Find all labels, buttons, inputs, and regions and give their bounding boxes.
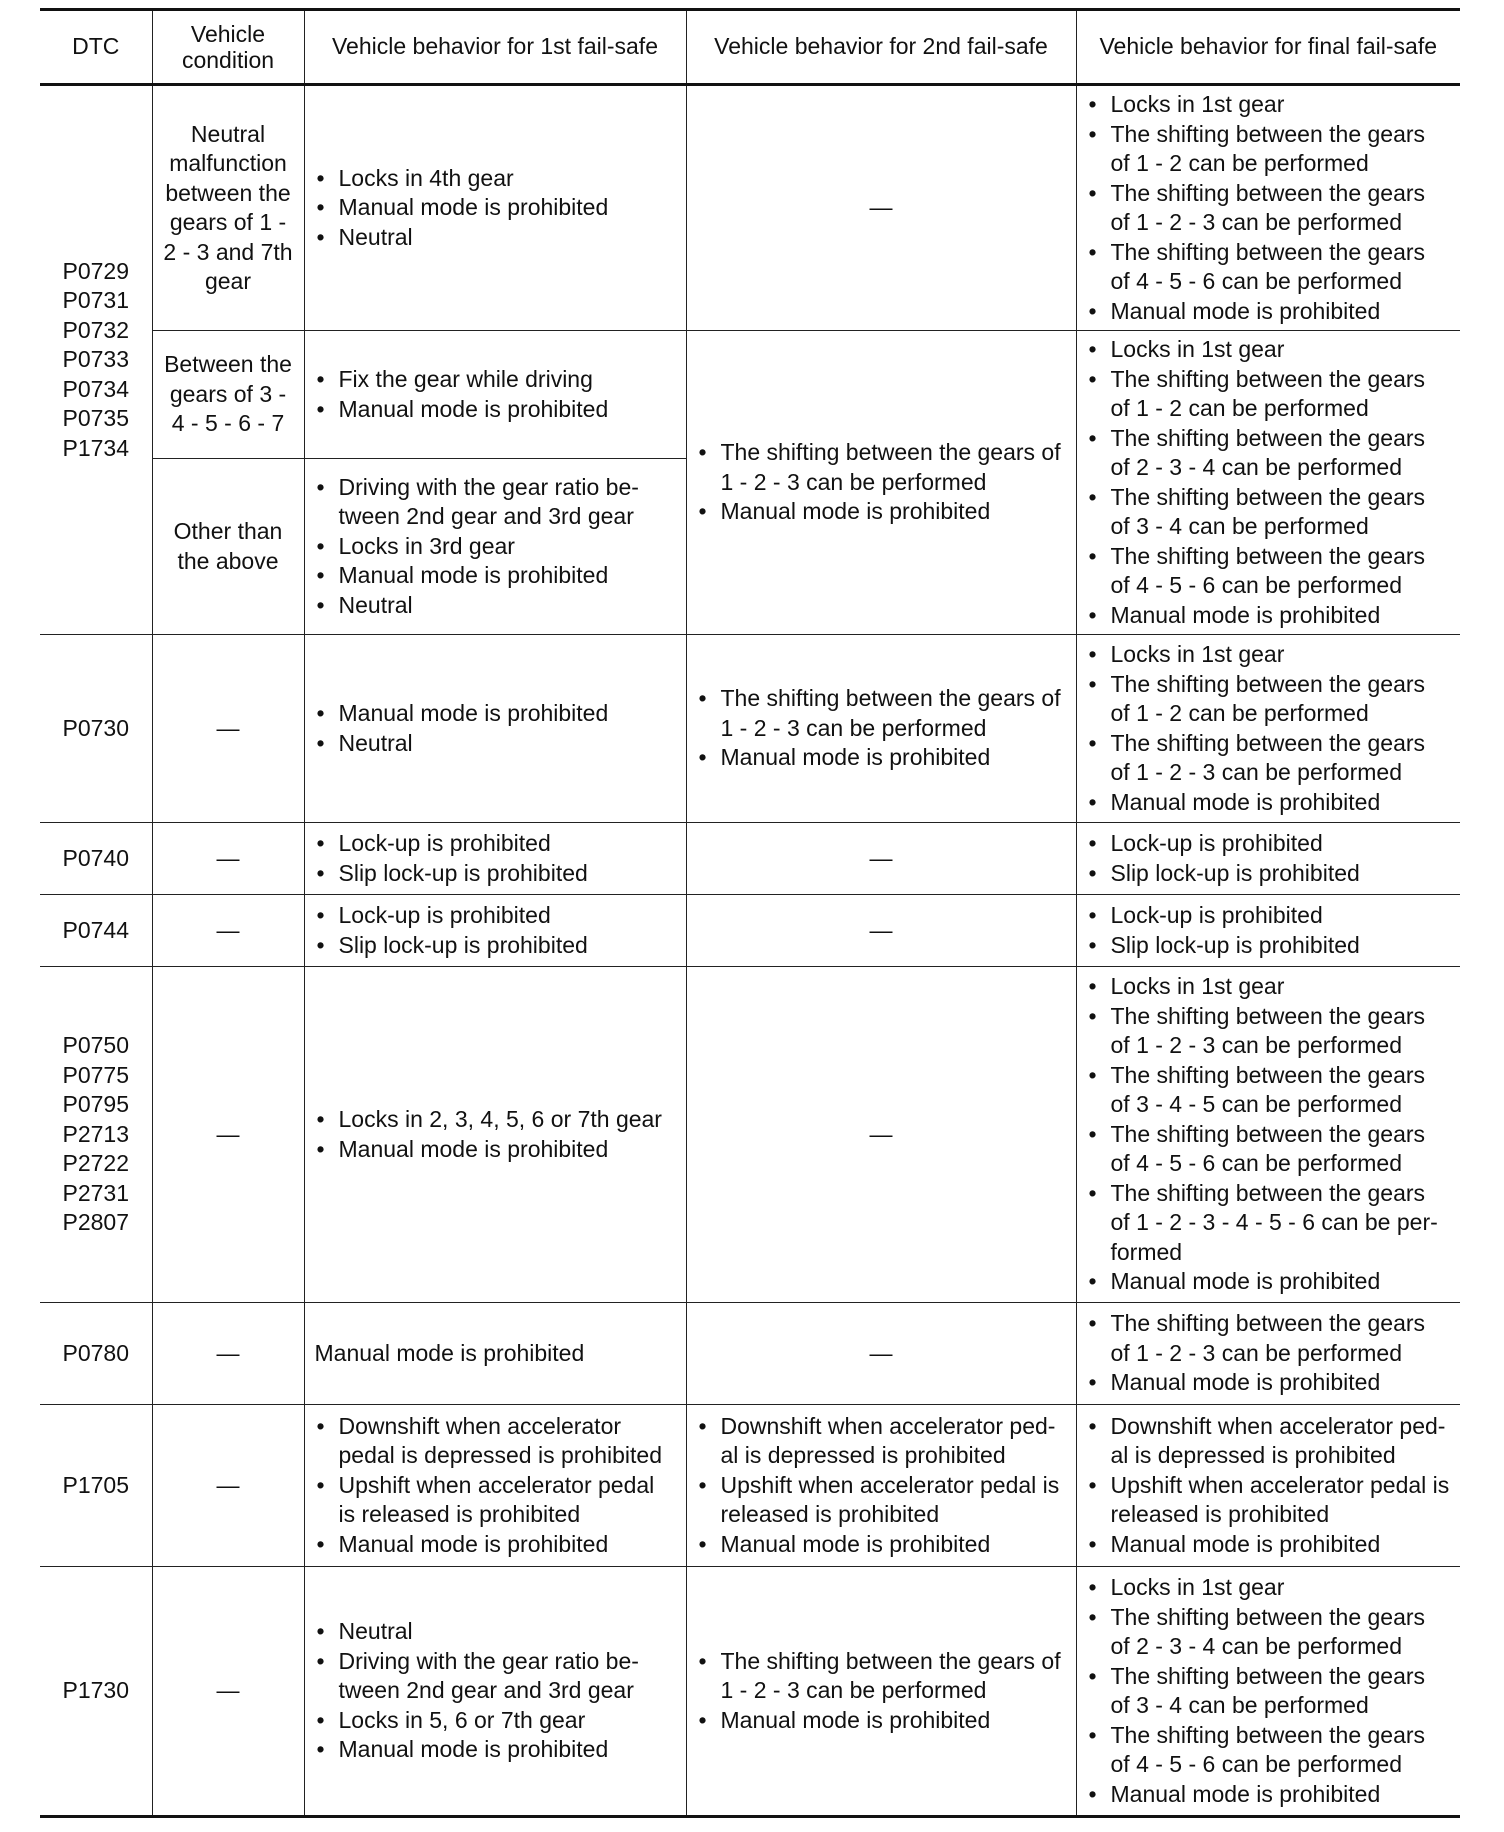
bullet-item: • Manual mode is prohibited bbox=[1087, 788, 1451, 818]
condition-cell: Neutral malfunction between the gears of 1 - 2 - 3 and 7th gear bbox=[152, 85, 304, 331]
bullet-item: • The shifting between the gears of 4 - 5 - 6 can be performed bbox=[1087, 238, 1451, 297]
bullet-item: • Manual mode is prohibited bbox=[315, 699, 676, 729]
bullet-item: • Neutral bbox=[315, 1617, 676, 1647]
bullet-item: • Lock-up is prohibited bbox=[315, 901, 676, 931]
fs2-cell bbox=[686, 331, 1076, 635]
dtc-cell: P1730 bbox=[40, 1567, 152, 1817]
header-row bbox=[40, 10, 1460, 85]
dtc-cell: P1705 bbox=[40, 1405, 152, 1567]
header-final-fail-safe: Vehicle behavior for final fail-safe bbox=[1076, 10, 1460, 85]
final-cell bbox=[1076, 967, 1460, 1303]
bullet-item: • The shifting between the gears of 3 - 4 - 5 can be performed bbox=[1087, 1061, 1451, 1120]
bullet-list bbox=[315, 699, 676, 758]
header-vehicle-condition: Vehicle condition bbox=[152, 10, 304, 85]
bullet-item: • The shifting between the gears of 2 - 3 - 4 can be performed bbox=[1087, 1603, 1451, 1662]
condition-cell: Other than the above bbox=[152, 459, 304, 635]
bullet-item: • Downshift when accelerator ped-al is depressed is prohibited bbox=[697, 1412, 1066, 1471]
fs1-cell bbox=[304, 1405, 686, 1567]
fs1-cell bbox=[304, 85, 686, 331]
final-cell bbox=[1076, 1567, 1460, 1817]
dtc-cell: P0729 P0731 P0732 P0733 P0734 P0735 P1734 bbox=[40, 85, 152, 635]
bullet-item: • The shifting between the gears of 1 - 2 - 3 can be performed bbox=[1087, 179, 1451, 238]
dash: — bbox=[216, 714, 240, 741]
bullet-list bbox=[697, 1647, 1066, 1736]
bullet-list bbox=[315, 164, 676, 253]
bullet-list bbox=[315, 365, 676, 424]
dtc-cell: P0744 bbox=[40, 895, 152, 967]
bullet-item: • Upshift when accelerator pedal is released is prohibited bbox=[315, 1471, 676, 1530]
bullet-item: • Manual mode is prohibited bbox=[315, 1530, 676, 1560]
bullet-item: • Locks in 5, 6 or 7th gear bbox=[315, 1706, 676, 1736]
bullet-item: • The shifting between the gears of 1 - 2 - 3 can be performed bbox=[1087, 729, 1451, 788]
bullet-item: • Manual mode is prohibited bbox=[697, 1706, 1066, 1736]
bullet-list bbox=[1087, 972, 1451, 1297]
bullet-item: • The shifting between the gears of 3 - 4 can be performed bbox=[1087, 483, 1451, 542]
dtc-cell: P0780 bbox=[40, 1303, 152, 1405]
bullet-list bbox=[315, 829, 676, 888]
bullet-item: • Slip lock-up is prohibited bbox=[1087, 931, 1451, 961]
final-cell bbox=[1076, 823, 1460, 895]
bullet-item: • Driving with the gear ratio be-tween 2nd gear and 3rd gear bbox=[315, 473, 676, 532]
dash: — bbox=[216, 1471, 240, 1498]
dash: — bbox=[216, 1677, 240, 1704]
fs2-cell bbox=[686, 823, 1076, 895]
bullet-list bbox=[1087, 1573, 1451, 1809]
bullet-item: • Slip lock-up is prohibited bbox=[315, 859, 676, 889]
fs2-cell bbox=[686, 85, 1076, 331]
bullet-item: • Locks in 1st gear bbox=[1087, 335, 1451, 365]
bullet-item: • Downshift when accelerator pedal is depressed is prohibited bbox=[315, 1412, 676, 1471]
bullet-item: • The shifting between the gears of 1 - 2 can be performed bbox=[1087, 120, 1451, 179]
bullet-item: • Locks in 1st gear bbox=[1087, 1573, 1451, 1603]
bullet-item: • Manual mode is prohibited bbox=[697, 743, 1066, 773]
dash: — bbox=[869, 844, 893, 871]
bullet-item: • Slip lock-up is prohibited bbox=[315, 931, 676, 961]
condition-cell bbox=[152, 1567, 304, 1817]
fs1-cell bbox=[304, 635, 686, 823]
fs1-cell bbox=[304, 967, 686, 1303]
fs2-cell bbox=[686, 967, 1076, 1303]
fs1-cell bbox=[304, 331, 686, 459]
condition-cell bbox=[152, 967, 304, 1303]
fs2-cell bbox=[686, 895, 1076, 967]
bullet-item: • The shifting between the gears of 2 - 3 - 4 can be performed bbox=[1087, 424, 1451, 483]
bullet-item: • The shifting between the gears of 3 - 4 can be performed bbox=[1087, 1662, 1451, 1721]
bullet-list bbox=[1087, 1412, 1451, 1560]
fs1-cell bbox=[304, 459, 686, 635]
bullet-item: • Locks in 1st gear bbox=[1087, 972, 1451, 1002]
header-dtc: DTC bbox=[40, 10, 152, 85]
bullet-list bbox=[1087, 640, 1451, 817]
table-row bbox=[40, 823, 1460, 895]
bullet-list bbox=[315, 1105, 676, 1164]
bullet-list bbox=[315, 1412, 676, 1560]
bullet-item: • Locks in 4th gear bbox=[315, 164, 676, 194]
table-row bbox=[40, 967, 1460, 1303]
bullet-item: • Manual mode is prohibited bbox=[697, 1530, 1066, 1560]
bullet-item: • Manual mode is prohibited bbox=[315, 1735, 676, 1765]
final-cell bbox=[1076, 895, 1460, 967]
bullet-item: • Manual mode is prohibited bbox=[315, 193, 676, 223]
table-row bbox=[40, 85, 1460, 331]
bullet-list bbox=[697, 684, 1066, 773]
bullet-list bbox=[315, 1617, 676, 1765]
bullet-item: • Manual mode is prohibited bbox=[1087, 1368, 1451, 1398]
bullet-item: • Locks in 3rd gear bbox=[315, 532, 676, 562]
dash: — bbox=[869, 1339, 893, 1366]
bullet-list bbox=[1087, 90, 1451, 326]
fs2-cell bbox=[686, 1405, 1076, 1567]
bullet-item: • Fix the gear while driving bbox=[315, 365, 676, 395]
bullet-item: • Downshift when accelerator ped-al is depressed is prohibited bbox=[1087, 1412, 1451, 1471]
fs2-cell bbox=[686, 1567, 1076, 1817]
condition-cell: Between the gears of 3 - 4 - 5 - 6 - 7 bbox=[152, 331, 304, 459]
table-row bbox=[40, 331, 1460, 459]
dash: — bbox=[216, 844, 240, 871]
bullet-item: • Lock-up is prohibited bbox=[315, 829, 676, 859]
bullet-item: • Manual mode is prohibited bbox=[315, 1135, 676, 1165]
bullet-item: • Locks in 1st gear bbox=[1087, 90, 1451, 120]
bullet-list bbox=[697, 1412, 1066, 1560]
bullet-item: • The shifting between the gears of 1 - 2 - 3 can be performed bbox=[697, 438, 1066, 497]
bullet-item: • Neutral bbox=[315, 729, 676, 759]
condition-cell bbox=[152, 1303, 304, 1405]
dtc-cell: P0740 bbox=[40, 823, 152, 895]
dash: — bbox=[869, 1120, 893, 1147]
bullet-item: • Manual mode is prohibited bbox=[1087, 297, 1451, 327]
bullet-item: • Manual mode is prohibited bbox=[1087, 1530, 1451, 1560]
bullet-item: • Driving with the gear ratio be-tween 2nd gear and 3rd gear bbox=[315, 1647, 676, 1706]
fs1-cell bbox=[304, 1567, 686, 1817]
dash: — bbox=[216, 1120, 240, 1147]
bullet-item: • The shifting between the gears of 1 - 2 can be performed bbox=[1087, 365, 1451, 424]
fs1-cell bbox=[304, 823, 686, 895]
header-1st-fail-safe: Vehicle behavior for 1st fail-safe bbox=[304, 10, 686, 85]
dash: — bbox=[216, 916, 240, 943]
fs1-cell: Manual mode is prohibited bbox=[304, 1303, 686, 1405]
table-row bbox=[40, 1567, 1460, 1817]
bullet-item: • The shifting between the gears of 1 - 2 - 3 can be performed bbox=[1087, 1002, 1451, 1061]
bullet-item: • The shifting between the gears of 4 - 5 - 6 can be performed bbox=[1087, 1120, 1451, 1179]
condition-cell bbox=[152, 895, 304, 967]
bullet-list bbox=[1087, 829, 1451, 888]
dash: — bbox=[216, 1339, 240, 1366]
dtc-cell: P0750 P0775 P0795 P2713 P2722 P2731 P2807 bbox=[40, 967, 152, 1303]
header-2nd-fail-safe: Vehicle behavior for 2nd fail-safe bbox=[686, 10, 1076, 85]
dtc-cell: P0730 bbox=[40, 635, 152, 823]
bullet-list bbox=[1087, 1309, 1451, 1398]
bullet-item: • Manual mode is prohibited bbox=[315, 561, 676, 591]
bullet-item: • Upshift when accelerator pedal is released is prohibited bbox=[1087, 1471, 1451, 1530]
table-row bbox=[40, 1303, 1460, 1405]
bullet-item: • Locks in 1st gear bbox=[1087, 640, 1451, 670]
condition-cell bbox=[152, 823, 304, 895]
dash: — bbox=[869, 194, 893, 221]
dash: — bbox=[869, 916, 893, 943]
bullet-item: • The shifting between the gears of 1 - 2 - 3 can be performed bbox=[1087, 1309, 1451, 1368]
final-cell bbox=[1076, 1405, 1460, 1567]
bullet-item: • The shifting between the gears of 1 - 2 - 3 - 4 - 5 - 6 can be per-formed bbox=[1087, 1179, 1451, 1268]
bullet-item: • Locks in 2, 3, 4, 5, 6 or 7th gear bbox=[315, 1105, 676, 1135]
final-cell bbox=[1076, 1303, 1460, 1405]
bullet-item: • Neutral bbox=[315, 223, 676, 253]
bullet-item: • The shifting between the gears of 1 - 2 - 3 can be performed bbox=[697, 684, 1066, 743]
bullet-list bbox=[1087, 901, 1451, 960]
bullet-list bbox=[315, 901, 676, 960]
bullet-list bbox=[697, 438, 1066, 527]
fail-safe-table bbox=[40, 8, 1460, 1818]
fs2-cell bbox=[686, 635, 1076, 823]
final-cell bbox=[1076, 331, 1460, 635]
bullet-item: • The shifting between the gears of 1 - 2 - 3 can be performed bbox=[697, 1647, 1066, 1706]
bullet-item: • Upshift when accelerator pedal is released is prohibited bbox=[697, 1471, 1066, 1530]
bullet-list bbox=[1087, 335, 1451, 630]
fail-safe-document bbox=[40, 8, 1460, 1818]
table-row bbox=[40, 1405, 1460, 1567]
bullet-item: • Lock-up is prohibited bbox=[1087, 829, 1451, 859]
bullet-item: • Slip lock-up is prohibited bbox=[1087, 859, 1451, 889]
bullet-item: • Manual mode is prohibited bbox=[315, 395, 676, 425]
table-row bbox=[40, 895, 1460, 967]
final-cell bbox=[1076, 85, 1460, 331]
bullet-item: • Manual mode is prohibited bbox=[1087, 1267, 1451, 1297]
table-row bbox=[40, 635, 1460, 823]
bullet-item: • Manual mode is prohibited bbox=[1087, 601, 1451, 631]
bullet-item: • Lock-up is prohibited bbox=[1087, 901, 1451, 931]
condition-cell bbox=[152, 1405, 304, 1567]
bullet-item: • Neutral bbox=[315, 591, 676, 621]
final-cell bbox=[1076, 635, 1460, 823]
bullet-item: • The shifting between the gears of 4 - 5 - 6 can be performed bbox=[1087, 1721, 1451, 1780]
bullet-item: • Manual mode is prohibited bbox=[1087, 1780, 1451, 1810]
bullet-item: • The shifting between the gears of 1 - 2 can be performed bbox=[1087, 670, 1451, 729]
condition-cell bbox=[152, 635, 304, 823]
fs1-cell bbox=[304, 895, 686, 967]
bullet-list bbox=[315, 473, 676, 621]
bullet-item: • The shifting between the gears of 4 - 5 - 6 can be performed bbox=[1087, 542, 1451, 601]
fs2-cell bbox=[686, 1303, 1076, 1405]
bullet-item: • Manual mode is prohibited bbox=[697, 497, 1066, 527]
